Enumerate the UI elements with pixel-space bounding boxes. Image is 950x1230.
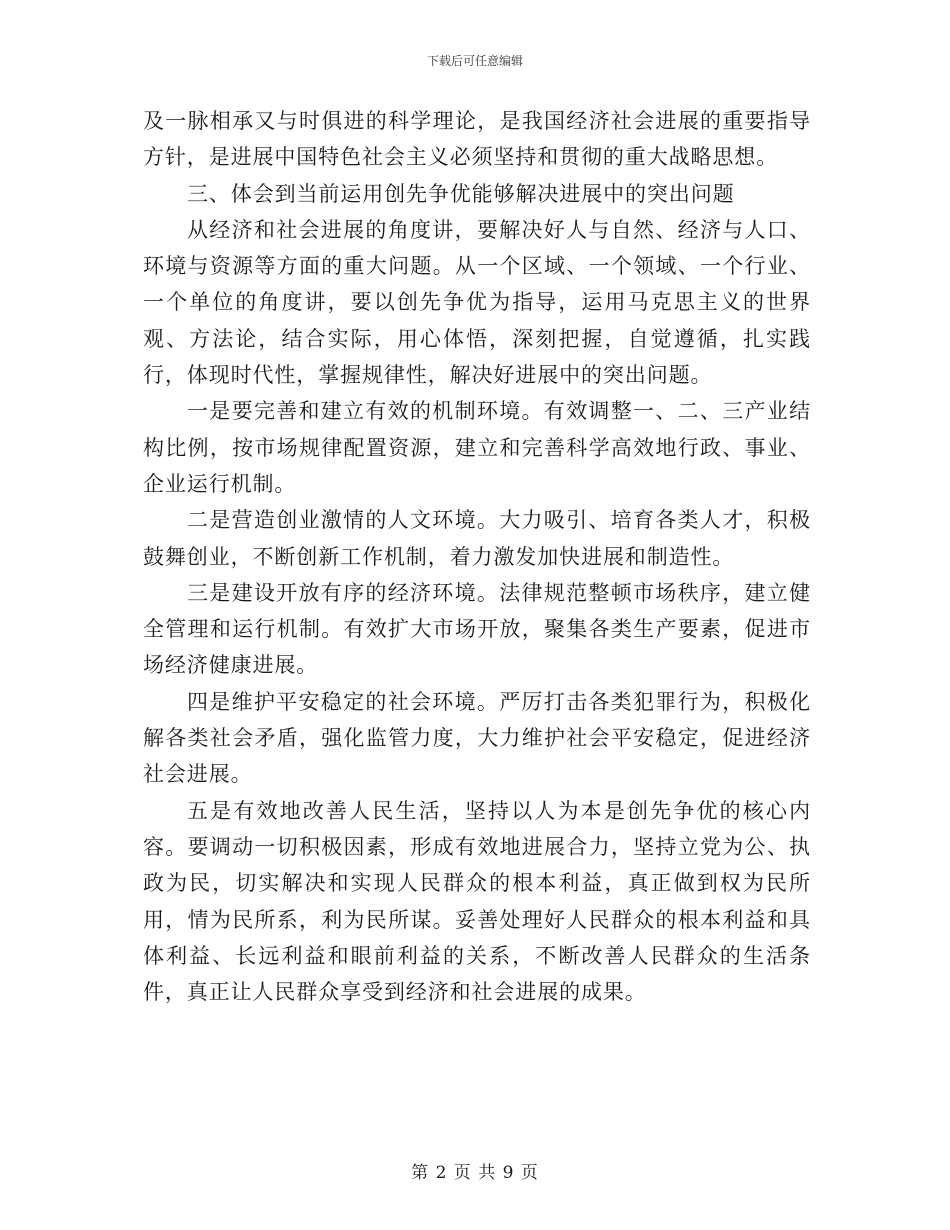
paragraph-continuation: 及一脉相承又与时俱进的科学理论，是我国经济社会进展的重要指导方针，是进展中国特色社会主义必须坚持和贯彻的重大战略思想。	[143, 109, 811, 170]
page-header-note: 下载后可任意编辑	[426, 54, 523, 68]
paragraph-intro: 从经济和社会进展的角度讲，要解决好人与自然、经济与人口、环境与资源等方面的重大问题。从一个区域、一个领域、一个行业、一个单位的角度讲，要以创先争优为指导，运用马克思主义的世界观、方法论，结合实际，用心体悟，深刻把握，自觉遵循，扎实践行，体现时代性，掌握规律性，解决好进展中的突出问题。	[143, 217, 811, 388]
paragraph-point-three: 三是建设开放有序的经济环境。法律规范整顿市场秩序，建立健全管理和运行机制。有效扩大市场开放，聚集各类生产要素，促进市场经济健康进展。	[143, 580, 811, 678]
paragraph-point-one: 一是要完善和建立有效的机制环境。有效调整一、二、三产业结构比例，按市场规律配置资源，建立和完善科学高效地行政、事业、企业运行机制。	[143, 399, 811, 496]
paragraph-point-five: 五是有效地改善人民生活，坚持以人为本是创先争优的核心内容。要调动一切积极因素，形成有效地进展合力，坚持立党为公、执政为民，切实解决和实现人民群众的根本利益，真正做到权为民所用，情为民所系，利为民所谋。妥善处理好人民群众的根本利益和具体利益、长远利益和眼前利益的关系，不断改善人民群众的生活条件，真正让人民群众享受到经济和社会进展的成果。	[143, 798, 811, 1005]
paragraph-point-four: 四是维护平安稳定的社会环境。严厉打击各类犯罪行为，积极化解各类社会矛盾，强化监管力度，大力维护社会平安稳定，促进经济社会进展。	[143, 689, 811, 787]
document-body	[143, 103, 811, 1010]
section-heading-three: 三、体会到当前运用创先争优能够解决进展中的突出问题	[187, 181, 735, 206]
paragraph-point-two: 二是营造创业激情的人文环境。大力吸引、培育各类人才，积极鼓舞创业，不断创新工作机制，着力激发加快进展和制造性。	[143, 508, 811, 569]
page-number: 第 2 页 共 9 页	[411, 1163, 539, 1183]
